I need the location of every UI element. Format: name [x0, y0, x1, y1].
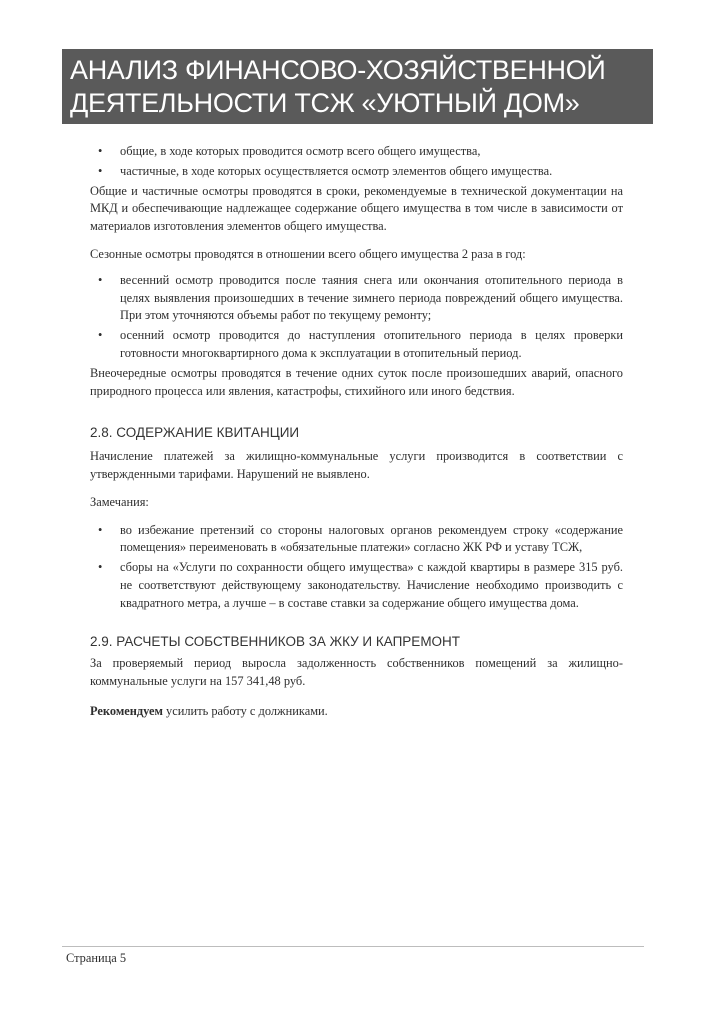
paragraph-general-inspections: Общие и частичные осмотры проводятся в сроки, рекомендуемые в технической документации на МКД и обеспечивающие надлежащее содержание общего имущества в том числе в зависимости от материалов изготовления элементов общего имущества. — [90, 183, 623, 234]
list-item: • частичные, в ходе которых осуществляется осмотр элементов общего имущества. — [90, 163, 623, 181]
recommendation-text: усилить работу с должниками. — [162, 703, 328, 718]
list-item: • общие, в ходе которых проводится осмотр всего общего имущества, — [90, 143, 623, 161]
footer-divider — [62, 946, 644, 947]
bullet-icon: • — [98, 560, 103, 575]
page-number: Страница 5 — [66, 951, 127, 965]
bullet-icon: • — [98, 328, 103, 343]
section-heading-2-8: 2.8. СОДЕРЖАНИЕ КВИТАНЦИИ — [90, 425, 300, 441]
bullet-icon: • — [98, 522, 103, 537]
page-content — [90, 143, 623, 721]
bullet-icon: • — [98, 144, 103, 158]
bullet-icon: • — [98, 163, 103, 178]
title-line-1: АНАЛИЗ ФИНАНСОВО-ХОЗЯЙСТВЕННОЙ — [70, 55, 606, 85]
remarks-label: Замечания: — [90, 494, 149, 509]
section-heading-2-9: 2.9. РАСЧЕТЫ СОБСТВЕННИКОВ ЗА ЖКУ И КАПРЕМОНТ — [90, 633, 461, 649]
recommendation-bold: Рекомендуем — [90, 703, 163, 718]
paragraph-recommendation — [90, 703, 623, 721]
title-line-2: ДЕЯТЕЛЬНОСТИ ТСЖ «УЮТНЫЙ ДОМ» — [70, 88, 580, 118]
paragraph-extraordinary-inspections: Внеочередные осмотры проводятся в течение одних суток после произошедших аварий, опасного природного процесса или явления, катастрофы, стихийного или иного бедствия. — [90, 365, 623, 398]
inspection-types-list — [90, 143, 623, 181]
list-item: • во избежание претензий со стороны налоговых органов рекомендуем строку «содержание помещения» переименовать в «обязательные платежи» согласно ЖК РФ и уставу ТСЖ, — [98, 522, 623, 555]
document-title-banner — [62, 49, 653, 124]
list-item: • осенний осмотр проводится до наступления отопительного периода в целях проверки готовности многоквартирного дома к эксплуатации в отопительный период. — [98, 328, 623, 360]
paragraph-receipt-content: Начисление платежей за жилищно-коммунальные услуги производится в соответствии с утвержденными тарифами. Нарушений не выявлено. — [90, 449, 623, 481]
list-item: • сборы на «Услуги по сохранности общего имущества» с каждой квартиры в размере 315 руб. не соответствуют действующему законодательству. Начисление необходимо производить с квадратного метра, а лучше – в составе ставки за содержание общего имущества дома. — [98, 560, 623, 610]
list-item: • весенний осмотр проводится после таяния снега или окончания отопительного периода в целях выявления произошедших в течение зимнего периода повреждений общего имущества. При этом уточняются объемы работ по текущему ремонту; — [98, 272, 623, 323]
remarks-list — [90, 522, 623, 613]
bullet-icon: • — [98, 272, 103, 287]
seasonal-inspections-list — [90, 272, 623, 363]
paragraph-seasonal-inspections: Сезонные осмотры проводятся в отношении всего общего имущества 2 раза в год: — [90, 246, 526, 261]
paragraph-owner-debts: За проверяемый период выросла задолженность собственников помещений за жилищно-коммунальные услуги на 157 341,48 руб. — [90, 656, 623, 689]
